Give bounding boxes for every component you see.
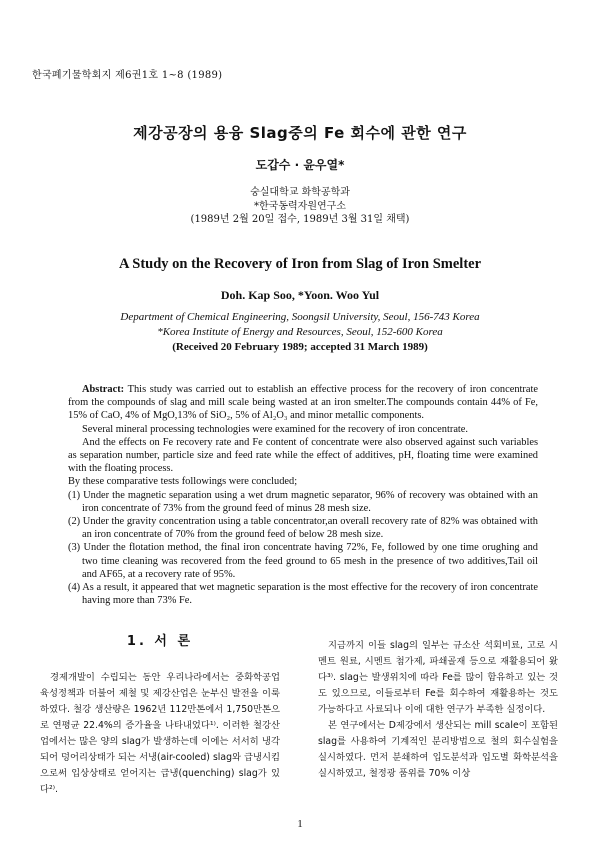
english-title: A Study on the Recovery of Iron from Slag of Iron Smelter — [118, 256, 482, 272]
affiliation-line: *한국동력자원연구소 — [254, 200, 346, 212]
body-right-column — [318, 638, 558, 782]
abstract-list-item: (4) As a result, it appeared that wet magnetic separation is the most effective for the recovery of iron concentrate having more than 73% Fe. — [68, 582, 538, 607]
received-date-en: (Received 20 February 1989; accepted 31 March 1989) — [172, 341, 428, 353]
english-affiliations — [0, 310, 600, 355]
korean-affiliations — [0, 186, 600, 227]
page-number: 1 — [297, 818, 303, 830]
abstract-paragraph: By these comparative tests followings were concluded; — [68, 476, 298, 488]
abstract-paragraph: And the effects on Fe recovery rate and Fe content of concentrate were also observed against such variables as separation number, particle size and feed rate while the effect of additives, pH, floating time were examined with the floating process. — [68, 436, 538, 475]
korean-title: 제강공장의 용융 Slag중의 Fe 회수에 관한 연구 — [133, 124, 467, 142]
abstract-list-item: (3) Under the flotation method, the final iron concentrate having 72%, Fe, followed by one time orughing and two time cleaning was recovered from the feed ground to 65 mesh in the presence of two additives,Tail oil and AF65, at a recovery rate of 95%. — [68, 542, 538, 580]
body-paragraph: 지금까지 이들 slag의 일부는 규소산 석회비료, 고로 시멘트 원료, 시멘트 첨가제, 파쇄골재 등으로 재활용되어 왔다³⁾. slag는 발생위치에 따라 Fe를 많이 함유하고 있는 것도 있으므로, 이들로부터 Fe를 회수하여 재활용하는 것도 가능하다고 사료되나 이에 대한 연구가 부족한 실정이다. — [318, 640, 558, 715]
abstract-list-item: (1) Under the magnetic separation using a wet drum magnetic separator, 96% of recovery was obtained with an iron concentrate of 73% from the ground feed of minus 28 mesh size. — [68, 489, 538, 514]
english-authors: Doh. Kap Soo, *Yoon. Woo Yul — [220, 288, 380, 302]
abstract-paragraph: Abstract: This study was carried out to establish an effective process for the recovery of iron concentrate from the compounds of slag and mill scale being wasted at an iron smelter.The compounds contain 44% of Fe, 15% of CaO, 4% of MgO,13% of SiO₂, 5% of Al₂O₃ and minor metallic components. — [68, 384, 538, 422]
affiliation-line: *Korea Institute of Energy and Resources, Seoul, 152-600 Korea — [157, 326, 443, 338]
abstract — [68, 383, 538, 607]
body-left-column — [40, 670, 280, 798]
body-paragraph: 본 연구에서는 D제강에서 생산되는 mill scale이 포함된 slag를 사용하여 기계적인 분리방법으로 철의 회수실험을 실시하였다. 먼저 분쇄하여 입도분석과 입도별 화학분석을 실시하였고, 철정광 품위를 70% 이상 — [318, 720, 558, 779]
journal-citation: 한국폐기물학회지 제6권1호 1~8 (1989) — [32, 70, 223, 81]
abstract-list-item: (2) Under the gravity concentration using a table concentrator,an overall recovery rate of 82% was obtained with an iron concentrate of 70% from the ground feed of below 28 mesh size. — [68, 516, 538, 541]
affiliation-line: Department of Chemical Engineering, Soongsil University, Seoul, 156-743 Korea — [120, 311, 480, 323]
abstract-label: Abstract: — [82, 384, 125, 395]
section-heading: 1. 서 론 — [126, 634, 194, 649]
received-date-ko: (1989년 2월 20일 접수, 1989년 3월 31일 채택) — [190, 214, 410, 225]
korean-authors: 도갑수 · 윤우열* — [255, 158, 345, 172]
abstract-paragraph: Several mineral processing technologies were examined for the recovery of iron concentrate. — [82, 423, 469, 435]
affiliation-line: 숭실대학교 화학공학과 — [250, 187, 350, 198]
body-paragraph: 경제개발이 수립되는 동안 우리나라에서는 중화학공업 육성정책과 더불어 제철 및 제강산업은 눈부신 발전을 이룩하였다. 철강 생산량은 1962년 112만톤에서 1,750만톤으로 연평균 22.4%의 증가율을 나타내었다¹⁾. 이러한 철강산업에서는 많은 양의 slag가 발생하는데 이에는 서서히 냉각되어 덩어리상태가 되는 서냉(air-cooled) slag와 급냉시킴으로써 입상상태로 얻어지는 급냉(quenching) slag가 있다²⁾. — [40, 672, 280, 795]
